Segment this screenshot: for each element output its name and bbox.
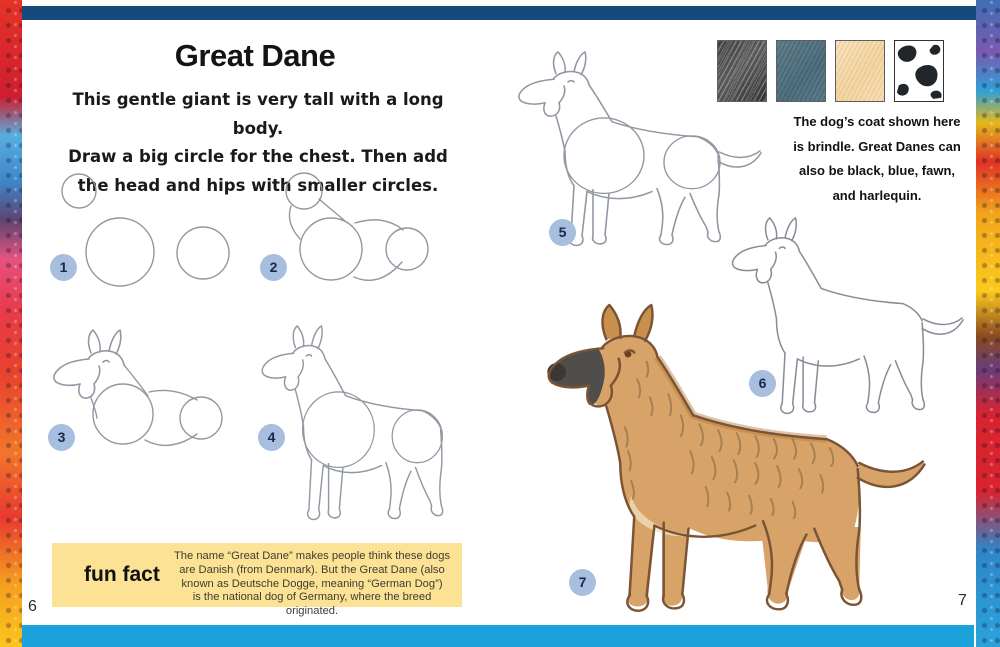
top-navy-bar (22, 6, 976, 20)
fun-fact-text: The name “Great Dane” makes people think these dogs are Danish (from Denmark). But the Great Dane (also known as Deutsche Dogge, meaning “German Dog”) is the national dog of Germany, where the breed originated. (173, 550, 451, 618)
step-badge-5: 5 (549, 219, 576, 246)
coat-note: The dog’s coat shown here is brindle. Great Danes can also be black, blue, fawn, and harlequin. (793, 114, 961, 203)
left-decorative-border (0, 0, 22, 647)
step-badge-4: 4 (258, 424, 285, 451)
step-badge-2: 2 (260, 254, 287, 281)
right-decorative-border (976, 0, 1000, 647)
fawn-coat-swatch (835, 40, 885, 102)
step-4-sketch (256, 324, 480, 524)
fun-fact-box (52, 543, 462, 618)
step-5-sketch (512, 50, 762, 250)
blue-coat-swatch (776, 40, 826, 102)
harlequin-coat-swatch (894, 40, 944, 102)
bottom-blue-bar (22, 625, 974, 647)
step-badge-6: 6 (749, 370, 776, 397)
step-7-final-drawing (538, 302, 926, 618)
intro-line: This gentle giant is very tall with a long body. (72, 90, 444, 138)
page-title: Great Dane (174, 38, 336, 73)
intro-line: Draw a big circle for the chest. Then add (68, 147, 448, 166)
page-number-right: 7 (958, 592, 967, 609)
intro-line: the head and hips with smaller circles. (77, 175, 439, 195)
harlequin-patches-icon (895, 41, 943, 101)
step-badge-1: 1 (50, 254, 77, 281)
step-2-sketch (255, 165, 480, 300)
step-3-sketch (45, 318, 260, 463)
page-number-left: 6 (28, 598, 37, 615)
fun-fact-label: fun fact (84, 563, 160, 586)
step-badge-3: 3 (48, 424, 75, 451)
step-badge-7: 7 (569, 569, 596, 596)
